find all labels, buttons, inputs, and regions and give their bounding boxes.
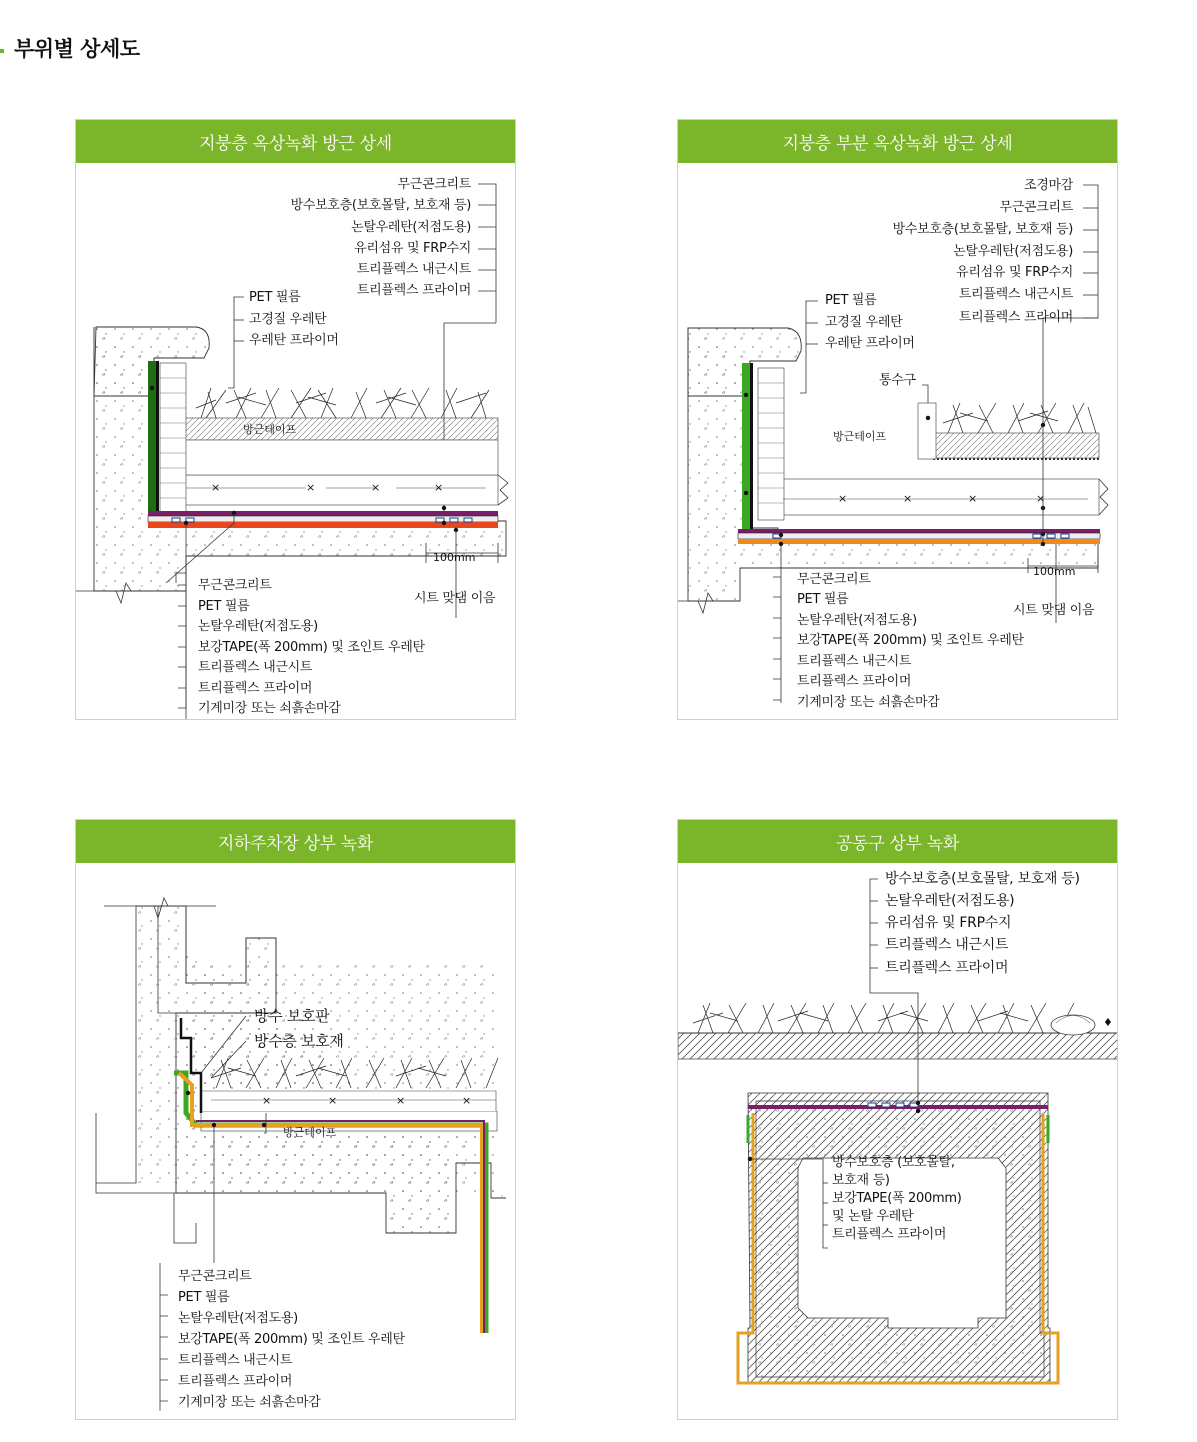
top-label-2: 방수보호층(보호몰탈, 보호재 등): [892, 222, 1073, 237]
bottom-label-5: 트리플렉스 프라이머: [178, 1374, 293, 1389]
bottom-label-4: 트리플렉스 내근시트: [198, 660, 313, 675]
green-membrane-vertical: [148, 361, 156, 521]
plant-layer: [196, 388, 489, 418]
green-membrane-vertical: [742, 363, 750, 531]
panel-title: 지하주차장 상부 녹화: [76, 820, 515, 863]
mid-label-2: 우레탄 프라이머: [825, 336, 915, 351]
bottom-label-3: 보강TAPE(폭 200mm) 및 조인트 우레탄: [198, 640, 425, 655]
top-label-2: 논탈우레탄(저점도용): [351, 220, 471, 235]
drain-outlet: [918, 403, 936, 459]
soil-layer: [176, 418, 498, 440]
detail-panel-roof-partial: [677, 119, 1118, 720]
top-label-0: 조경마감: [1023, 178, 1073, 193]
top-label-1: 방수보호층(보호몰탈, 보호재 등): [290, 198, 471, 213]
detail-panel-roof-full: [75, 119, 516, 720]
bottom-label-3: 보강TAPE(폭 200mm) 및 조인트 우레탄: [178, 1332, 405, 1347]
bottom-label-0: 무근콘크리트: [797, 572, 871, 587]
bottom-label-0: 무근콘크리트: [198, 578, 272, 593]
tunnel-interior: [798, 1158, 1006, 1328]
svg-text:×: ×: [306, 481, 316, 494]
svg-text:×: ×: [262, 1094, 272, 1107]
bottom-label-5: 트리플렉스 프라이머: [797, 674, 912, 689]
svg-text:×: ×: [968, 492, 978, 505]
inner-label-2: 보강TAPE(폭 200mm): [832, 1191, 962, 1206]
title-bullet-icon: [0, 49, 4, 53]
bottom-label-5: 트리플렉스 프라이머: [198, 681, 313, 696]
purple-layer: [148, 511, 498, 516]
seam-label: 시트 맞댐 이음: [414, 591, 496, 606]
svg-text:♦: ♦: [1103, 1016, 1113, 1029]
top-label-4: 트리플렉스 프라이머: [885, 960, 1009, 976]
top-label-0: 방수 보호판: [254, 1007, 330, 1025]
mid-label-2: 우레탄 프라이머: [249, 333, 339, 348]
ground-soil: [678, 1033, 1118, 1059]
mid-label-0: PET 필름: [825, 293, 877, 308]
panel-title: 지붕층 옥상녹화 방근 상세: [76, 120, 515, 163]
mid-label-1: 고경질 우레탄: [825, 315, 903, 330]
orange-primer-layer: [738, 539, 1100, 544]
top-label-1: 무근콘크리트: [999, 200, 1073, 215]
top-label-1: 방수층 보호재: [254, 1032, 344, 1050]
plant-layer: [943, 403, 1096, 433]
svg-text:×: ×: [1036, 492, 1046, 505]
detail-panel-utility-tunnel: [677, 819, 1118, 1420]
dimension-label: 100mm: [1033, 565, 1076, 578]
bottom-label-1: PET 필름: [198, 599, 250, 614]
svg-text:×: ×: [396, 1094, 406, 1107]
mid-label-1: 고경질 우레탄: [249, 312, 327, 327]
bottom-label-1: PET 필름: [797, 592, 849, 607]
panel-title: 공동구 상부 녹화: [678, 820, 1117, 863]
top-label-3: 논탈우레탄(저점도용): [953, 244, 1073, 259]
bottom-label-1: PET 필름: [178, 1290, 230, 1305]
inner-label-0: 방수보호층 (보호몰탈,: [832, 1155, 955, 1170]
soil-layer: [933, 433, 1099, 458]
svg-text:×: ×: [903, 492, 913, 505]
top-label-3: 트리플렉스 내근시트: [885, 937, 1009, 953]
root-tape-label: 방근테이프: [833, 430, 887, 443]
top-label-1: 논탈우레탄(저점도용): [885, 893, 1015, 909]
bottom-label-4: 트리플렉스 내근시트: [797, 654, 912, 669]
bottom-label-4: 트리플렉스 내근시트: [178, 1353, 293, 1368]
drain-label: 통수구: [879, 373, 916, 388]
top-label-4: 트리플렉스 내근시트: [356, 262, 471, 277]
protection-concrete: [176, 475, 498, 505]
svg-text:×: ×: [371, 481, 381, 494]
bottom-label-6: 기계미장 또는 쇠흙손마감: [797, 695, 940, 710]
page-title-text: 부위별 상세도: [14, 37, 140, 61]
mid-label-0: PET 필름: [249, 290, 301, 305]
svg-text:×: ×: [211, 481, 221, 494]
dimension-label: 100mm: [433, 551, 476, 564]
top-leader-lines: [870, 879, 918, 1103]
top-label-6: 트리플렉스 프라이머: [958, 310, 1073, 325]
top-label-5: 트리플렉스 프라이머: [356, 283, 471, 298]
plant-layer: [693, 1003, 1074, 1033]
bottom-label-6: 기계미장 또는 쇠흙손마감: [198, 701, 341, 716]
rock-icon: [1051, 1015, 1095, 1035]
page-title: [0, 30, 140, 66]
root-tape-label: 방근테이프: [283, 1126, 337, 1139]
bottom-label-2: 논탈우레탄(저점도용): [198, 619, 318, 634]
purple-layer: [738, 529, 1100, 533]
inner-label-1: 보호재 등): [832, 1173, 890, 1188]
top-label-0: 방수보호층(보호몰탈, 보호재 등): [885, 871, 1080, 887]
panel-title: 지붕층 부분 옥상녹화 방근 상세: [678, 120, 1117, 163]
top-label-5: 트리플렉스 내근시트: [958, 287, 1073, 302]
inner-label-4: 트리플렉스 프라이머: [832, 1227, 947, 1242]
top-label-3: 유리섬유 및 FRP수지: [354, 241, 471, 256]
svg-text:×: ×: [462, 1094, 472, 1107]
seam-label: 시트 맞댐 이음: [1013, 603, 1095, 618]
detail-panel-parking-roof: [75, 819, 516, 1420]
top-label-2: 유리섬유 및 FRP수지: [885, 915, 1012, 931]
bottom-label-6: 기계미장 또는 쇠흙손마감: [178, 1395, 321, 1410]
brick-wall: [758, 368, 784, 520]
bottom-label-0: 무근콘크리트: [178, 1269, 252, 1284]
bottom-label-2: 논탈우레탄(저점도용): [797, 613, 917, 628]
svg-text:×: ×: [838, 492, 848, 505]
root-tape-label: 방근테이프: [243, 423, 297, 436]
top-label-4: 유리섬유 및 FRP수지: [956, 265, 1073, 280]
bottom-label-3: 보강TAPE(폭 200mm) 및 조인트 우레탄: [797, 633, 1024, 648]
svg-text:×: ×: [434, 481, 444, 494]
svg-text:×: ×: [328, 1094, 338, 1107]
protection-concrete: [773, 479, 1099, 515]
inner-label-3: 및 논탈 우레탄: [832, 1209, 914, 1224]
top-label-0: 무근콘크리트: [397, 177, 471, 192]
bottom-label-2: 논탈우레탄(저점도용): [178, 1311, 298, 1326]
